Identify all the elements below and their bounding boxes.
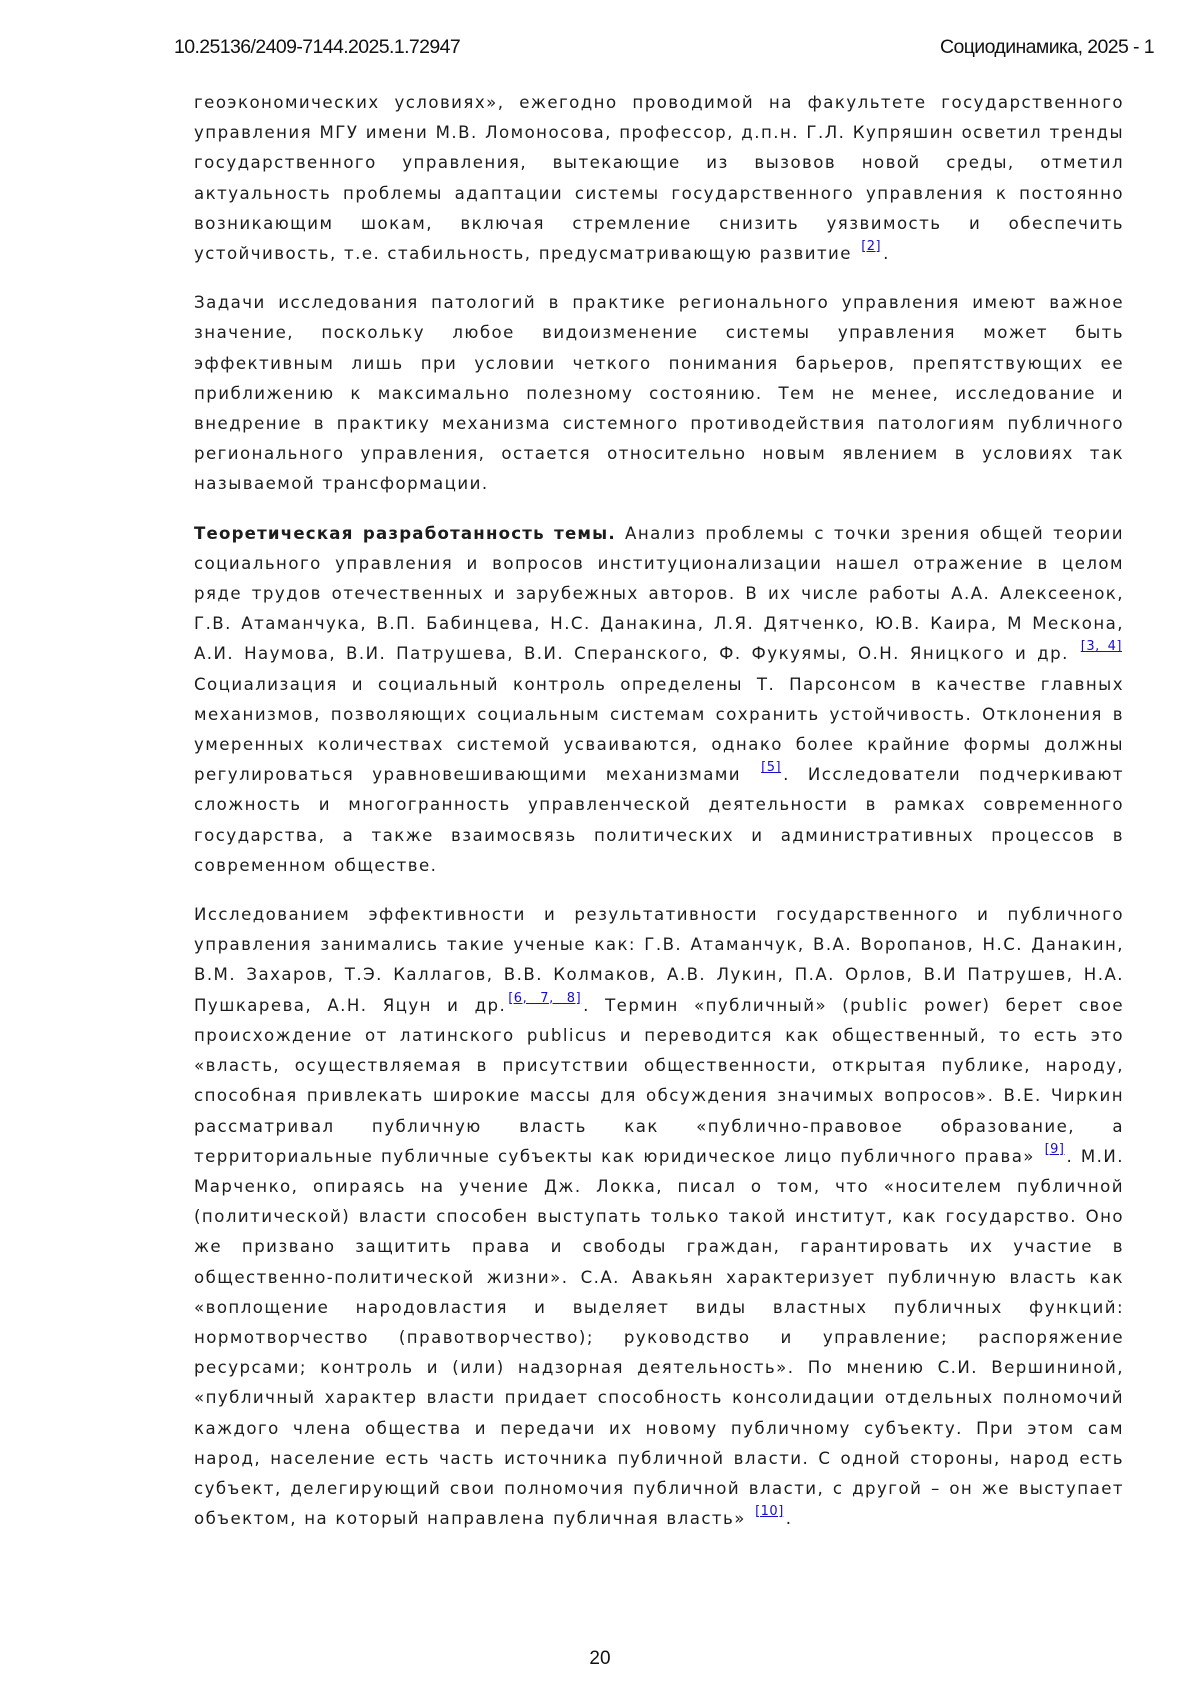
paragraph-text: . Термин «публичный» (public power) берет свое происхождение от латинского publicus и переводится как общественный, то есть это «власть, осуществляемая в присутствии общественности, открытая публике, народу, способная привлекать широкие массы для обсуждения значимых вопросов». В.Е. Чиркин рассматривал публичную власть как «публично-правовое образование, а территориальные публичные субъекты как юридическое лицо публичного права»	[194, 996, 1124, 1166]
doi-header: 10.25136/2409-7144.2025.1.72947	[174, 36, 460, 59]
citation-link[interactable]: [2]	[859, 239, 883, 254]
citation-link[interactable]: [6, 7, 8]	[506, 991, 583, 1006]
paragraph-text: . Исследователи подчеркивают сложность и многогранность управленческой деятельности в рамках современного государства, а также взаимосвязь политических и административных процессов в современном обществе.	[194, 765, 1124, 875]
paragraph-text: геоэкономических условиях», ежегодно проводимой на факультете государственного управления МГУ имени М.В. Ломоносова, профессор, д.п.н. Г.Л. Купряшин осветил тренды государственного управления, вытекающие из вызовов новой среды, отметил актуальность проблемы адаптации системы государственного управления к постоянно возникающим шокам, включая стремление снизить уязвимость и обеспечить устойчивость, т.е. стабильность, предусматривающую развитие	[194, 93, 1124, 263]
citation-link[interactable]: [9]	[1043, 1142, 1067, 1157]
article-body	[194, 88, 1124, 1553]
paragraph-text: Социализация и социальный контроль определены Т. Парсонсом в качестве главных механизмов, позволяющих социальным системам сохранить устойчивость. Отклонения в умеренных количествах системой усваиваются, однако более крайние формы должны регулироваться уравновешивающими механизмами	[194, 675, 1124, 785]
paragraph-text: Задачи исследования патологий в практике регионального управления имеют важное значение, поскольку любое видоизменение системы управления может быть эффективным лишь при условии четкого понимания барьеров, препятствующих ее приближению к максимально полезному состоянию. Тем не менее, исследование и внедрение в практику механизма системного противодействия патологиям публичного регионального управления, остается относительно новым явлением в условиях так называемой трансформации.	[194, 293, 1124, 493]
paragraph	[194, 519, 1124, 881]
paragraph-text: Исследованием эффективности и результативности государственного и публичного управления занимались такие ученые как: Г.В. Атаманчук, В.А. Воропанов, Н.С. Данакин, В.М. Захаров, Т.Э. Каллагов, В.В. Колмаков, А.В. Лукин, П.А. Орлов, В.И Патрушев, Н.А. Пушкарева, А.Н. Яцун и др.	[194, 905, 1124, 1015]
citation-link[interactable]: [5]	[759, 760, 783, 775]
paragraph	[194, 88, 1124, 269]
paragraph-text: . М.И. Марченко, опираясь на учение Дж. Локка, писал о том, что «носителем публичной (политической) власти способен выступать только такой институт, как государство. Оно же призвано защитить права и свободы граждан, гарантировать их участие в общественно-политической жизни». С.А. Авакьян характеризует публичную власть как «воплощение народовластия и выделяет виды властных публичных функций: нормотворчество (правотворчество); руководство и управление; распоряжение ресурсами; контроль и (или) надзорная деятельность». По мнению С.И. Вершининой, «публичный характер власти придает способность консолидации отдельных полномочий каждого члена общества и передачи их новому публичному субъекту. При этом сам народ, население есть часть источника публичной власти. С одной стороны, народ есть субъект, делегирующий свои полномочия публичной власти, с другой – он же выступает объектом, на который направлена публичная власть»	[194, 1147, 1124, 1528]
paragraph-text: .	[883, 244, 890, 263]
citation-link[interactable]: [10]	[753, 1504, 786, 1519]
paragraph-text: Анализ проблемы с точки зрения общей теории социального управления и вопросов институционализации нашел отражение в целом ряде трудов отечественных и зарубежных авторов. В их числе работы А.А. Алексеенок, Г.В. Атаманчука, В.П. Бабинцева, Н.С. Данакина, Л.Я. Дятченко, Ю.В. Каира, М Мескона, А.И. Наумова, В.И. Патрушева, В.И. Сперанского, Ф. Фукуямы, О.Н. Яницкого и др.	[194, 524, 1124, 664]
citation-link[interactable]: [3, 4]	[1079, 639, 1124, 654]
journal-header: Социодинамика, 2025 - 1	[940, 36, 1154, 59]
page-number: 20	[0, 1648, 1200, 1670]
paragraph-text: .	[786, 1509, 793, 1528]
paragraph	[194, 900, 1124, 1534]
section-heading: Теоретическая разработанность темы.	[194, 524, 616, 543]
paragraph	[194, 288, 1124, 499]
